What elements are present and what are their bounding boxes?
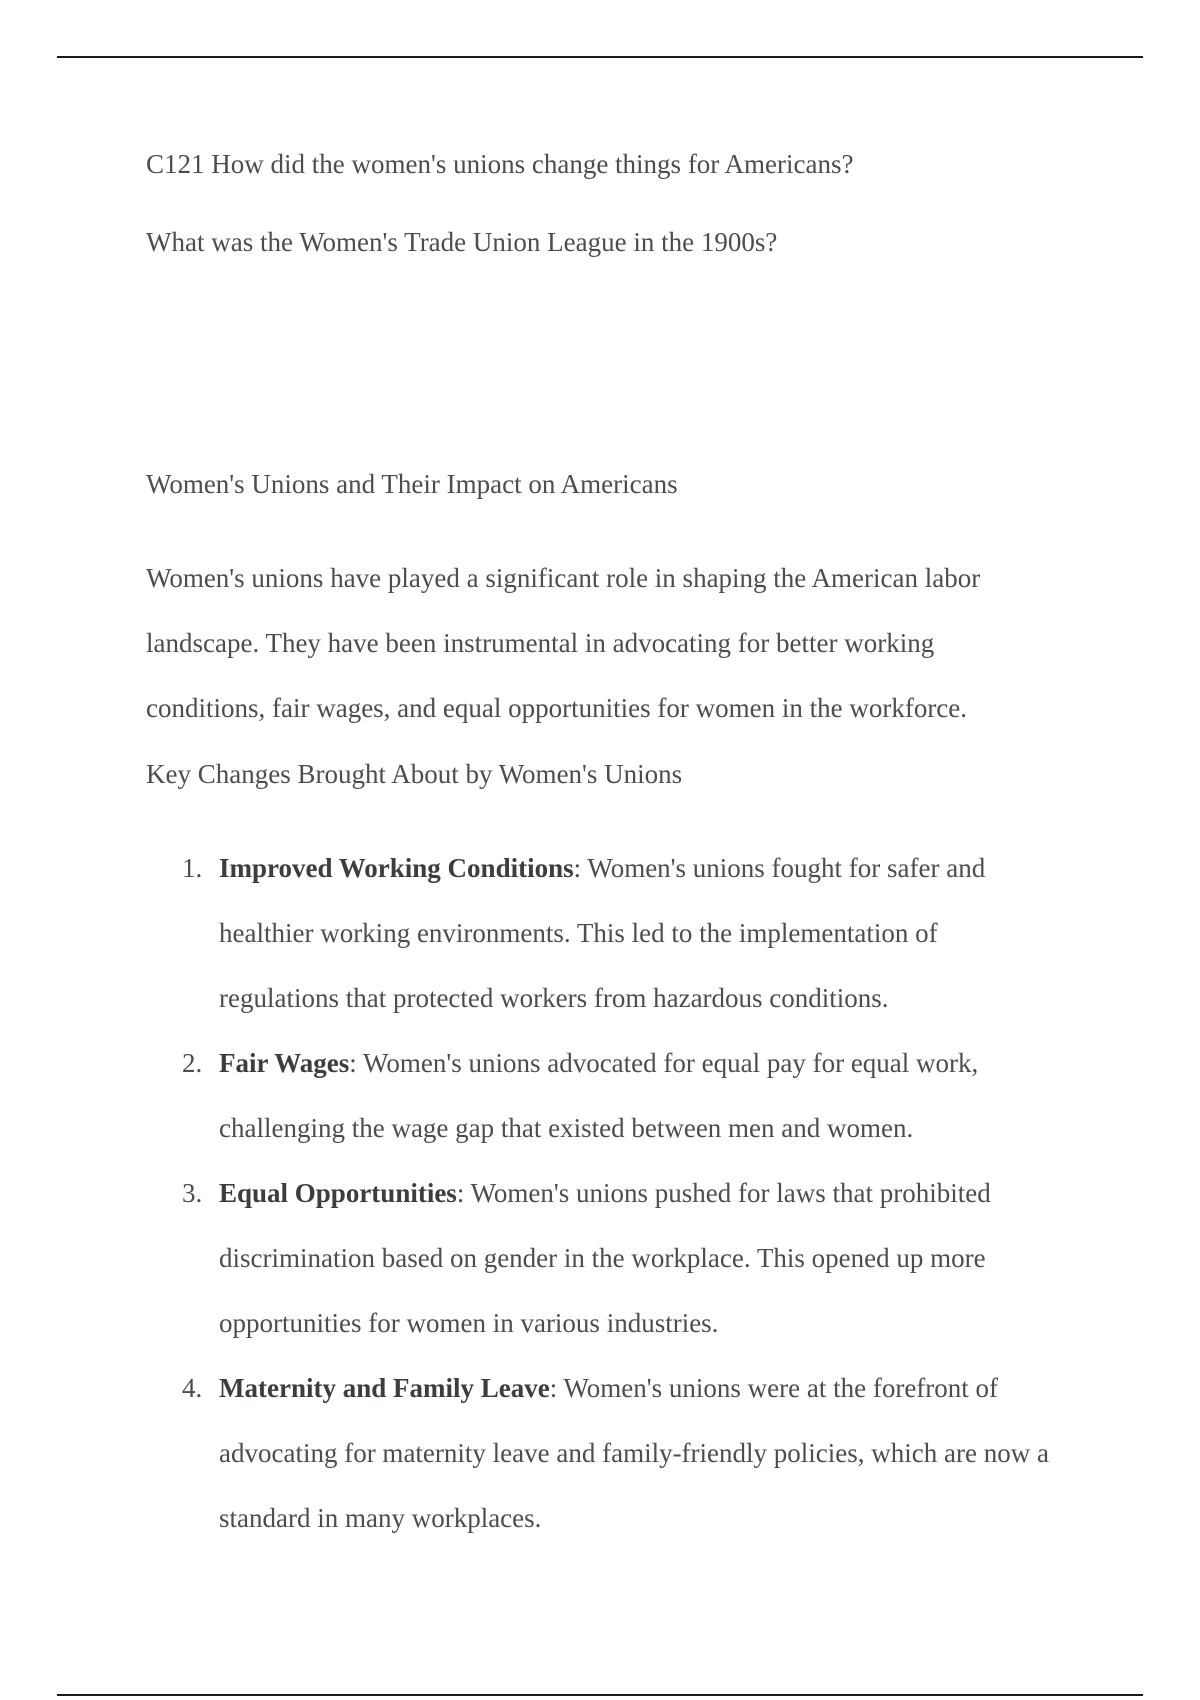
changes-heading: Key Changes Brought About by Women's Unions — [146, 759, 683, 789]
list-item — [146, 1161, 1046, 1356]
list-item-term: Equal Opportunities — [219, 1178, 457, 1208]
list-item-body — [219, 1161, 1049, 1356]
list-item-number: 2. — [182, 1048, 203, 1078]
list-item-body — [219, 1031, 1049, 1161]
article-heading: Women's Unions and Their Impact on Americans — [146, 469, 678, 499]
list-item-term: Maternity and Family Leave — [219, 1373, 550, 1403]
list-item-number: 4. — [182, 1373, 203, 1403]
list-item-term: Improved Working Conditions — [219, 853, 574, 883]
list-item-text: : Women's unions were at the forefront of advocating for maternity leave and family-friendly policies, which are now a standard in many workplaces. — [219, 1373, 1049, 1533]
list-item-body — [219, 1356, 1049, 1551]
list-item-number: 1. — [182, 853, 203, 883]
article-intro: Women's unions have played a significant role in shaping the American labor landscape. They have been instrumental in advocating for better working conditions, fair wages, and equal opportunities for women in the workforce. — [146, 563, 981, 723]
changes-list — [146, 836, 1049, 1551]
list-item-number: 3. — [182, 1178, 203, 1208]
list-item — [146, 836, 1046, 1031]
list-item — [146, 1031, 1046, 1161]
list-item-text: : Women's unions fought for safer and healthier working environments. This led to the implementation of regulations that protected workers from hazardous conditions. — [219, 853, 986, 1013]
list-item — [146, 1356, 1049, 1551]
list-item-text: : Women's unions advocated for equal pay for equal work, challenging the wage gap that existed between men and women. — [219, 1048, 979, 1143]
bottom-rule — [57, 1694, 1143, 1696]
question-title: C121 How did the women's unions change things for Americans? — [146, 149, 854, 179]
list-item-body — [219, 836, 1049, 1031]
list-item-text: : Women's unions pushed for laws that prohibited discrimination based on gender in the workplace. This opened up more opportunities for women in various industries. — [219, 1178, 991, 1338]
question-subtitle: What was the Women's Trade Union League in the 1900s? — [146, 227, 778, 257]
top-rule — [57, 56, 1143, 58]
list-item-term: Fair Wages — [219, 1048, 350, 1078]
